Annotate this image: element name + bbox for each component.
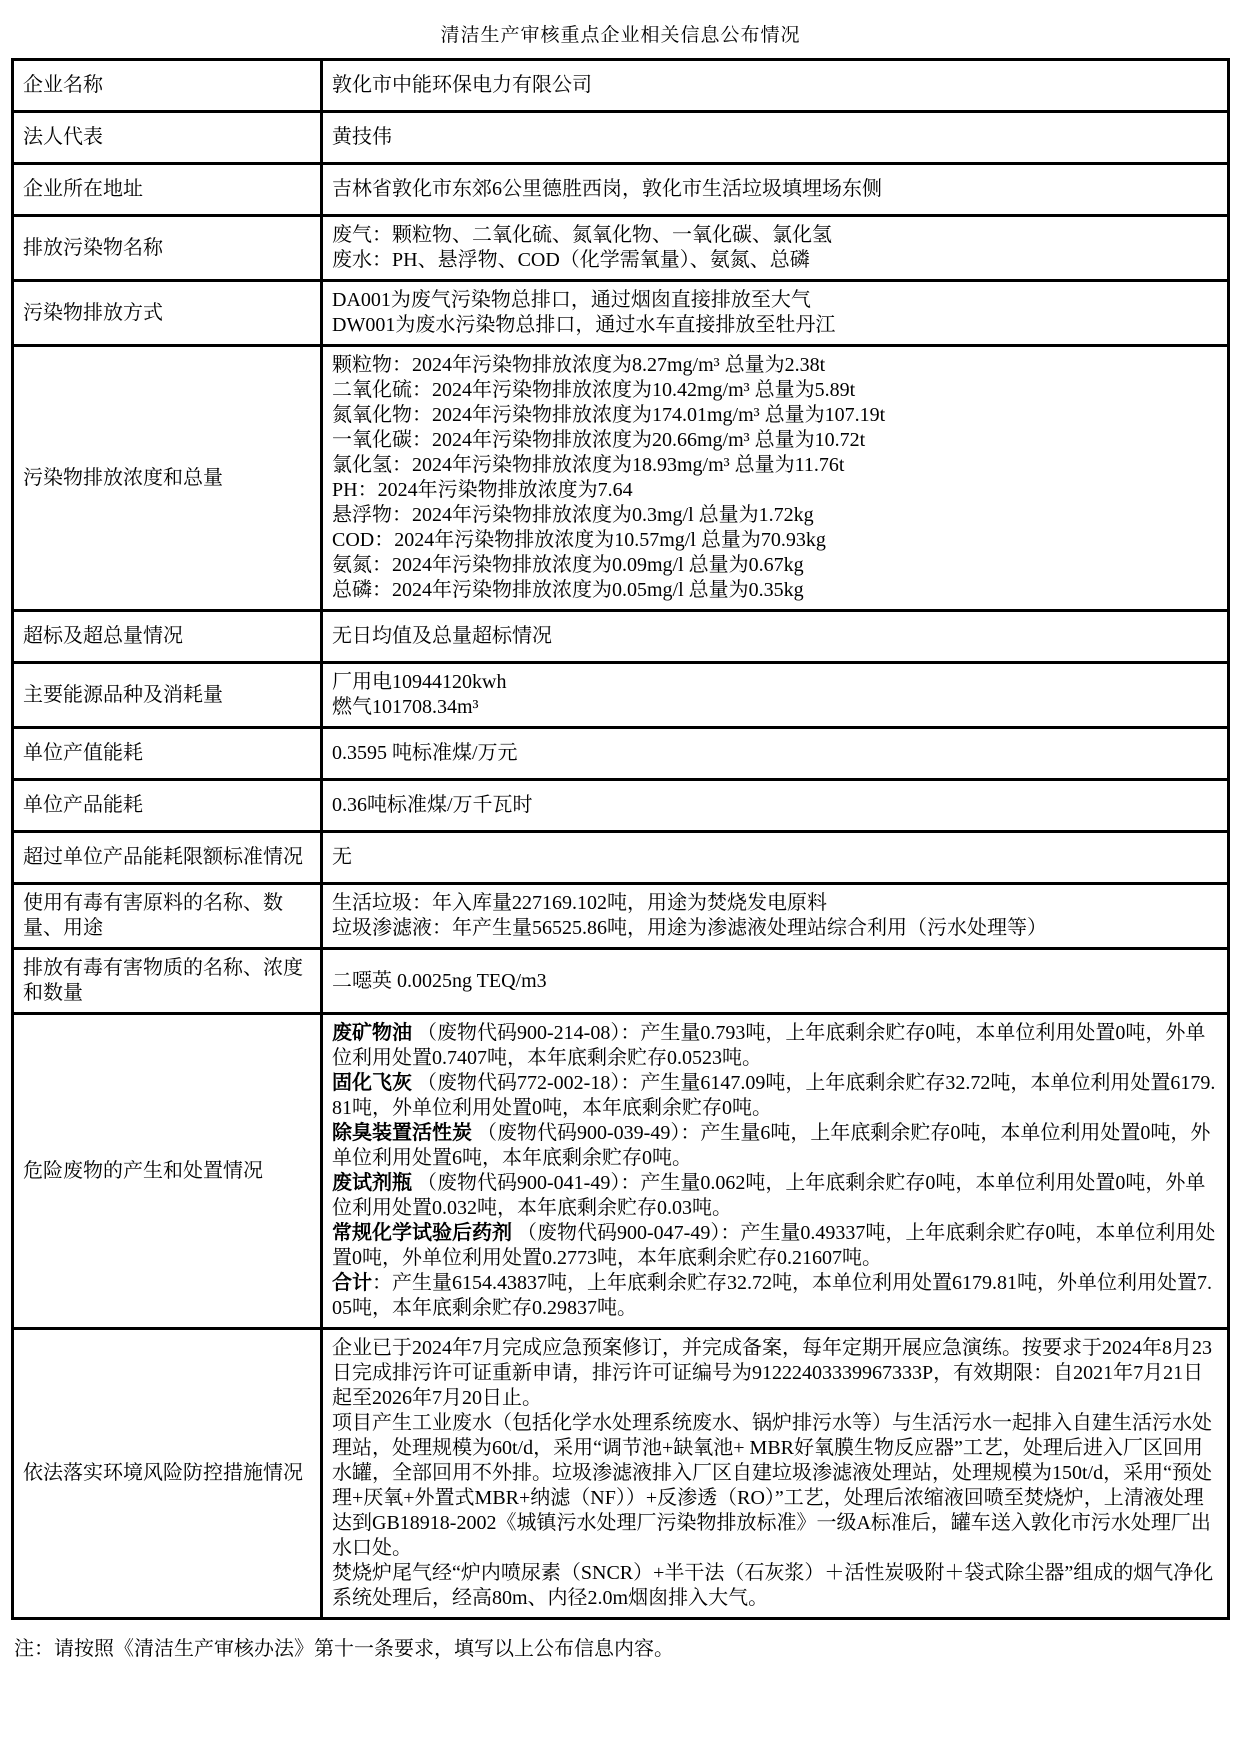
text-line: 0.36吨标准煤/万千瓦时 bbox=[332, 794, 533, 816]
row-energy-per-output-value bbox=[13, 728, 1229, 780]
text-line: 废水：PH、悬浮物、COD（化学需氧量）、氨氮、总磷 bbox=[332, 249, 810, 271]
row-value bbox=[322, 112, 1229, 164]
row-discharge-concentration-total bbox=[13, 346, 1229, 611]
row-value bbox=[322, 60, 1229, 112]
row-value bbox=[322, 346, 1229, 611]
waste-item-text: （废物代码900-047-49）：产生量0.49337吨，上年底剩余贮存0吨，本单位利用处置0吨，外单位利用处置0.2773吨，本年底剩余贮存0.21607吨。 bbox=[332, 1222, 1216, 1269]
row-label: 污染物排放方式 bbox=[13, 281, 322, 346]
row-value bbox=[322, 1329, 1229, 1619]
row-value bbox=[322, 949, 1229, 1014]
row-label: 主要能源品种及消耗量 bbox=[13, 663, 322, 728]
row-legal-representative bbox=[13, 112, 1229, 164]
waste-item bbox=[332, 1021, 1218, 1071]
text-line: 生活垃圾：年入库量227169.102吨，用途为焚烧发电原料 bbox=[332, 892, 827, 914]
text-line: 氨氮：2024年污染物排放浓度为0.09mg/l 总量为0.67kg bbox=[332, 554, 804, 576]
waste-item bbox=[332, 1121, 1218, 1171]
text-line: 0.3595 吨标准煤/万元 bbox=[332, 742, 518, 764]
row-value bbox=[322, 832, 1229, 884]
row-label: 企业所在地址 bbox=[13, 164, 322, 216]
row-label: 单位产值能耗 bbox=[13, 728, 322, 780]
text-line: COD：2024年污染物排放浓度为10.57mg/l 总量为70.93kg bbox=[332, 529, 826, 551]
row-toxic-substances-discharged bbox=[13, 949, 1229, 1014]
row-value bbox=[322, 611, 1229, 663]
text-line: 氯化氢：2024年污染物排放浓度为18.93mg/m³ 总量为11.76t bbox=[332, 454, 845, 476]
row-value bbox=[322, 164, 1229, 216]
waste-item-name: 除臭装置活性炭 bbox=[332, 1122, 472, 1144]
row-discharge-method bbox=[13, 281, 1229, 346]
row-label: 单位产品能耗 bbox=[13, 780, 322, 832]
text-line: 二氧化硫：2024年污染物排放浓度为10.42mg/m³ 总量为5.89t bbox=[332, 379, 856, 401]
row-value bbox=[322, 1014, 1229, 1329]
waste-item-text: （废物代码900-041-49）：产生量0.062吨，上年底剩余贮存0吨，本单位利用处置0吨，外单位利用处置0.032吨，本年底剩余贮存0.03吨。 bbox=[332, 1172, 1206, 1219]
text-line: DW001为废水污染物总排口，通过水车直接排放至牡丹江 bbox=[332, 314, 836, 336]
row-label: 污染物排放浓度和总量 bbox=[13, 346, 322, 611]
row-value bbox=[322, 281, 1229, 346]
row-energy-consumption bbox=[13, 663, 1229, 728]
text-line: 废气：颗粒物、二氧化硫、氮氧化物、一氧化碳、氯化氢 bbox=[332, 224, 832, 246]
row-hazardous-waste bbox=[13, 1014, 1229, 1329]
waste-item-text: ：产生量6154.43837吨，上年底剩余贮存32.72吨，本单位利用处置6179.81吨，外单位利用处置7.05吨，本年底剩余贮存0.29837吨。 bbox=[332, 1272, 1212, 1319]
row-label: 超过单位产品能耗限额标准情况 bbox=[13, 832, 322, 884]
waste-item bbox=[332, 1071, 1218, 1121]
waste-item-name: 合计 bbox=[332, 1272, 372, 1294]
row-value bbox=[322, 728, 1229, 780]
row-pollutant-names bbox=[13, 216, 1229, 281]
info-table bbox=[11, 58, 1230, 1620]
text-line: 氮氧化物：2024年污染物排放浓度为174.01mg/m³ 总量为107.19t bbox=[332, 404, 886, 426]
text-line: 燃气101708.34m³ bbox=[332, 696, 479, 718]
text-line: 二噁英 0.0025ng TEQ/m3 bbox=[332, 969, 547, 992]
row-label: 法人代表 bbox=[13, 112, 322, 164]
waste-item-name: 废试剂瓶 bbox=[332, 1172, 412, 1194]
text-line: 无日均值及总量超标情况 bbox=[332, 625, 552, 647]
text-line: 无 bbox=[332, 846, 352, 868]
row-energy-per-product bbox=[13, 780, 1229, 832]
text-line: 厂用电10944120kwh bbox=[332, 671, 507, 693]
row-value bbox=[322, 884, 1229, 949]
text-line: 敦化市中能环保电力有限公司 bbox=[332, 74, 592, 96]
waste-item-text: （废物代码900-039-49）：产生量6吨，上年底剩余贮存0吨，本单位利用处置0吨，外单位利用处置6吨，本年底剩余贮存0吨。 bbox=[332, 1122, 1211, 1169]
row-risk-prevention-measures bbox=[13, 1329, 1229, 1619]
text-line: 项目产生工业废水（包括化学水处理系统废水、锅炉排污水等）与生活污水一起排入自建生活污水处理站，处理规模为60t/d，采用“调节池+缺氧池+ MBR好氧膜生物反应器”工艺，处理后进入厂区回用水罐，全部回用不外排。垃圾渗滤液排入厂区自建垃圾渗滤液处理站，处理规模为150t/d，采用“预处理+厌氧+外置式MBR+纳滤（NF））+反渗透（RO）”工艺，处理后浓缩液回喷至焚烧炉，上清液处理达到GB18918-2002《城镇污水处理厂污染物排放标准》一级A标准后，罐车送入敦化市污水处理厂出水口处。 bbox=[332, 1412, 1212, 1559]
footer-note: 注：请按照《清洁生产审核办法》第十一条要求，填写以上公布信息内容。 bbox=[14, 1638, 674, 1660]
row-label: 排放污染物名称 bbox=[13, 216, 322, 281]
row-value bbox=[322, 663, 1229, 728]
waste-item-text: （废物代码772-002-18）：产生量6147.09吨，上年底剩余贮存32.72吨，本单位利用处置6179.81吨，外单位利用处置0吨，本年底剩余贮存0吨。 bbox=[332, 1072, 1216, 1119]
text-line: 颗粒物：2024年污染物排放浓度为8.27mg/m³ 总量为2.38t bbox=[332, 354, 826, 376]
row-label: 依法落实环境风险防控措施情况 bbox=[13, 1329, 322, 1619]
row-label: 使用有毒有害原料的名称、数量、用途 bbox=[13, 884, 322, 949]
waste-item-text: （废物代码900-214-08）：产生量0.793吨，上年底剩余贮存0吨，本单位利用处置0吨，外单位利用处置0.7407吨，本年底剩余贮存0.0523吨。 bbox=[332, 1022, 1206, 1069]
waste-item-name: 废矿物油 bbox=[332, 1022, 412, 1044]
row-label: 企业名称 bbox=[13, 60, 322, 112]
row-enterprise-address bbox=[13, 164, 1229, 216]
waste-item-name: 固化飞灰 bbox=[332, 1072, 412, 1094]
text-line: 黄技伟 bbox=[332, 126, 392, 148]
text-line: 吉林省敦化市东郊6公里德胜西岗，敦化市生活垃圾填埋场东侧 bbox=[332, 178, 882, 200]
row-enterprise-name bbox=[13, 60, 1229, 112]
row-value bbox=[322, 216, 1229, 281]
row-label: 排放有毒有害物质的名称、浓度和数量 bbox=[13, 949, 322, 1014]
text-line: PH：2024年污染物排放浓度为7.64 bbox=[332, 479, 633, 501]
text-line: 垃圾渗滤液：年产生量56525.86吨，用途为渗滤液处理站综合利用（污水处理等） bbox=[332, 917, 1047, 939]
waste-item bbox=[332, 1271, 1218, 1321]
row-exceedance-status bbox=[13, 611, 1229, 663]
row-toxic-raw-materials bbox=[13, 884, 1229, 949]
row-energy-limit-exceedance bbox=[13, 832, 1229, 884]
row-value bbox=[322, 780, 1229, 832]
text-line: 悬浮物：2024年污染物排放浓度为0.3mg/l 总量为1.72kg bbox=[332, 504, 814, 526]
text-line: 企业已于2024年7月完成应急预案修订，并完成备案，每年定期开展应急演练。按要求于2024年8月23日完成排污许可证重新申请，排污许可证编号为91222403339967333P，有效期限：自2021年7月21日起至2026年7月20日止。 bbox=[332, 1337, 1212, 1409]
text-line: 焚烧炉尾气经“炉内喷尿素（SNCR）+半干法（石灰浆）＋活性炭吸附＋袋式除尘器”组成的烟气净化系统处理后，经高80m、内径2.0m烟囱排入大气。 bbox=[332, 1562, 1214, 1609]
waste-item bbox=[332, 1221, 1218, 1271]
row-label: 超标及超总量情况 bbox=[13, 611, 322, 663]
text-line: DA001为废气污染物总排口，通过烟囱直接排放至大气 bbox=[332, 289, 811, 311]
page-title: 清洁生产审核重点企业相关信息公布情况 bbox=[440, 25, 801, 46]
row-label: 危险废物的产生和处置情况 bbox=[13, 1014, 322, 1329]
waste-item-name: 常规化学试验后药剂 bbox=[332, 1222, 512, 1244]
text-line: 一氧化碳：2024年污染物排放浓度为20.66mg/m³ 总量为10.72t bbox=[332, 429, 866, 451]
text-line: 总磷：2024年污染物排放浓度为0.05mg/l 总量为0.35kg bbox=[332, 579, 804, 601]
waste-item bbox=[332, 1171, 1218, 1221]
